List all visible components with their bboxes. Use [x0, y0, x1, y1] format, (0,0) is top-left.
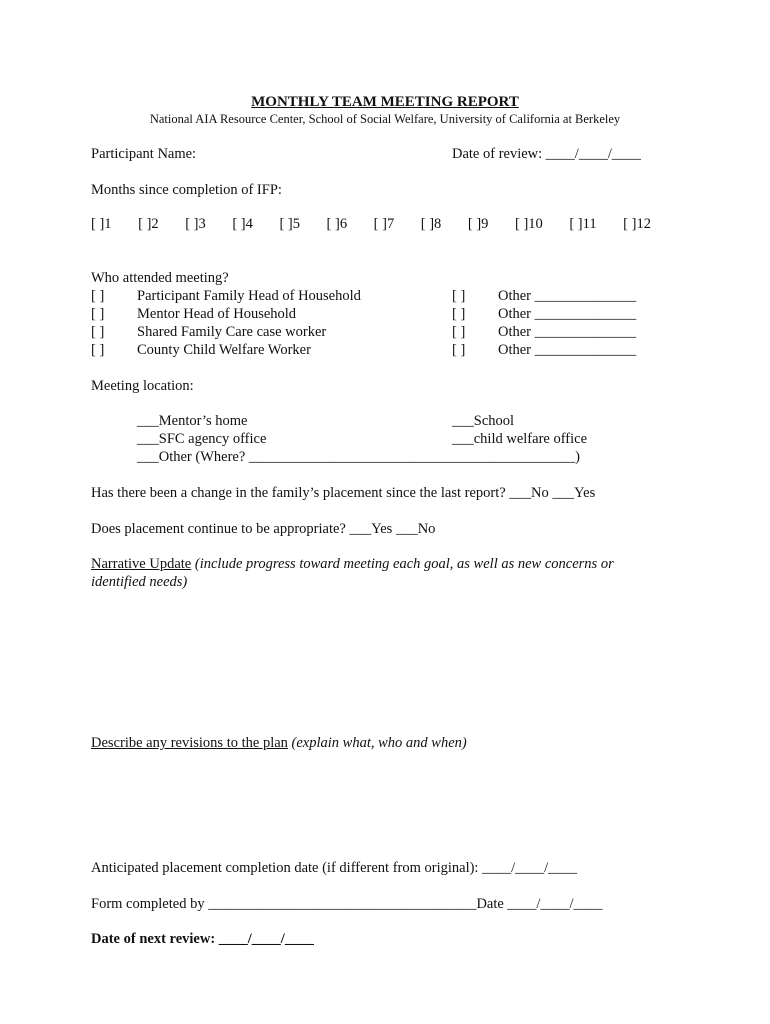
attendee-row[interactable] [91, 341, 311, 359]
attendee-row[interactable] [91, 287, 361, 305]
attendee-checkbox[interactable]: [ ] [452, 306, 466, 322]
date-of-next-review[interactable]: Date of next review: ____/____/____ [91, 931, 314, 947]
placement-change-question[interactable]: Has there been a change in the family’s placement since the last report? ___No ___Yes [91, 485, 596, 501]
narrative-hint: (include progress toward meeting each goal, as well as new concerns or [194, 556, 614, 572]
month-option-3[interactable]: [ ]3 [185, 216, 206, 232]
attendee-checkbox[interactable]: [ ] [91, 342, 105, 358]
attendee-label: Mentor Head of Household [137, 306, 297, 322]
attendee-other-field[interactable]: Other ______________ [498, 324, 637, 340]
revisions-heading: Describe any revisions to the plan [91, 735, 288, 751]
form-title: MONTHLY TEAM MEETING REPORT [251, 94, 519, 110]
attendee-other-row[interactable] [452, 323, 636, 341]
attendee-other-row[interactable] [452, 287, 636, 305]
attendee-checkbox[interactable]: [ ] [452, 324, 466, 340]
attendee-label: Participant Family Head of Household [137, 288, 361, 304]
attendee-checkbox[interactable]: [ ] [91, 306, 105, 322]
location-school[interactable]: ___School [452, 413, 515, 429]
month-option-6[interactable]: [ ]6 [326, 216, 348, 232]
month-option-1[interactable]: [ ]1 [91, 216, 112, 232]
anticipated-completion-date[interactable]: Anticipated placement completion date (if different from original): ____/____/____ [91, 860, 578, 876]
attendee-checkbox[interactable]: [ ] [91, 288, 105, 304]
month-option-5[interactable]: [ ]5 [279, 216, 300, 232]
attendee-checkbox[interactable]: [ ] [91, 324, 105, 340]
attendee-other-row[interactable] [452, 341, 636, 359]
form-subtitle: National AIA Resource Center, School of Social Welfare, University of California at Berkeley [149, 112, 621, 126]
participant-name-label: Participant Name: [91, 146, 197, 162]
narrative-heading-line [91, 555, 614, 573]
attendee-label: County Child Welfare Worker [137, 342, 311, 358]
location-child-welfare-office[interactable]: ___child welfare office [452, 431, 588, 447]
month-option-12[interactable]: [ ]12 [623, 216, 651, 232]
date-of-review: Date of review: ____/____/____ [452, 146, 641, 162]
attendee-checkbox[interactable]: [ ] [452, 342, 466, 358]
month-option-9[interactable]: [ ]9 [467, 216, 489, 232]
month-option-2[interactable]: [ ]2 [138, 216, 159, 232]
location-sfc-office[interactable]: ___SFC agency office [137, 431, 267, 447]
months-label: Months since completion of IFP: [91, 182, 282, 198]
attendee-other-field[interactable]: Other ______________ [498, 288, 637, 304]
month-option-7[interactable]: [ ]7 [373, 216, 395, 232]
revisions-hint: (explain what, who and when) [291, 735, 467, 751]
location-mentors-home[interactable]: ___Mentor’s home [137, 413, 248, 429]
attendee-other-field[interactable]: Other ______________ [498, 342, 637, 358]
placement-appropriate-question[interactable]: Does placement continue to be appropriate? ___Yes ___No [91, 521, 436, 537]
attendee-row[interactable] [91, 323, 326, 341]
attendee-row[interactable] [91, 305, 296, 323]
month-option-10[interactable]: [ ]10 [514, 216, 543, 232]
month-option-8[interactable]: [ ]8 [420, 216, 442, 232]
attendee-checkbox[interactable]: [ ] [452, 288, 466, 304]
attendee-other-field[interactable]: Other ______________ [498, 306, 637, 322]
narrative-hint-continued: identified needs) [91, 574, 188, 590]
location-other[interactable]: ___Other (Where? _____________________________________________) [137, 449, 580, 465]
location-label: Meeting location: [91, 378, 194, 394]
attendee-label: Shared Family Care case worker [137, 324, 327, 340]
month-option-11[interactable]: [ ]11 [569, 216, 597, 232]
attendee-other-row[interactable] [452, 305, 636, 323]
narrative-heading: Narrative Update [91, 556, 192, 572]
attendance-label: Who attended meeting? [91, 270, 229, 286]
month-option-4[interactable]: [ ]4 [232, 216, 253, 232]
revisions-heading-line [91, 734, 467, 752]
months-options [91, 215, 651, 233]
form-completed-by[interactable]: Form completed by _____________________________________Date ____/____/____ [91, 896, 603, 912]
